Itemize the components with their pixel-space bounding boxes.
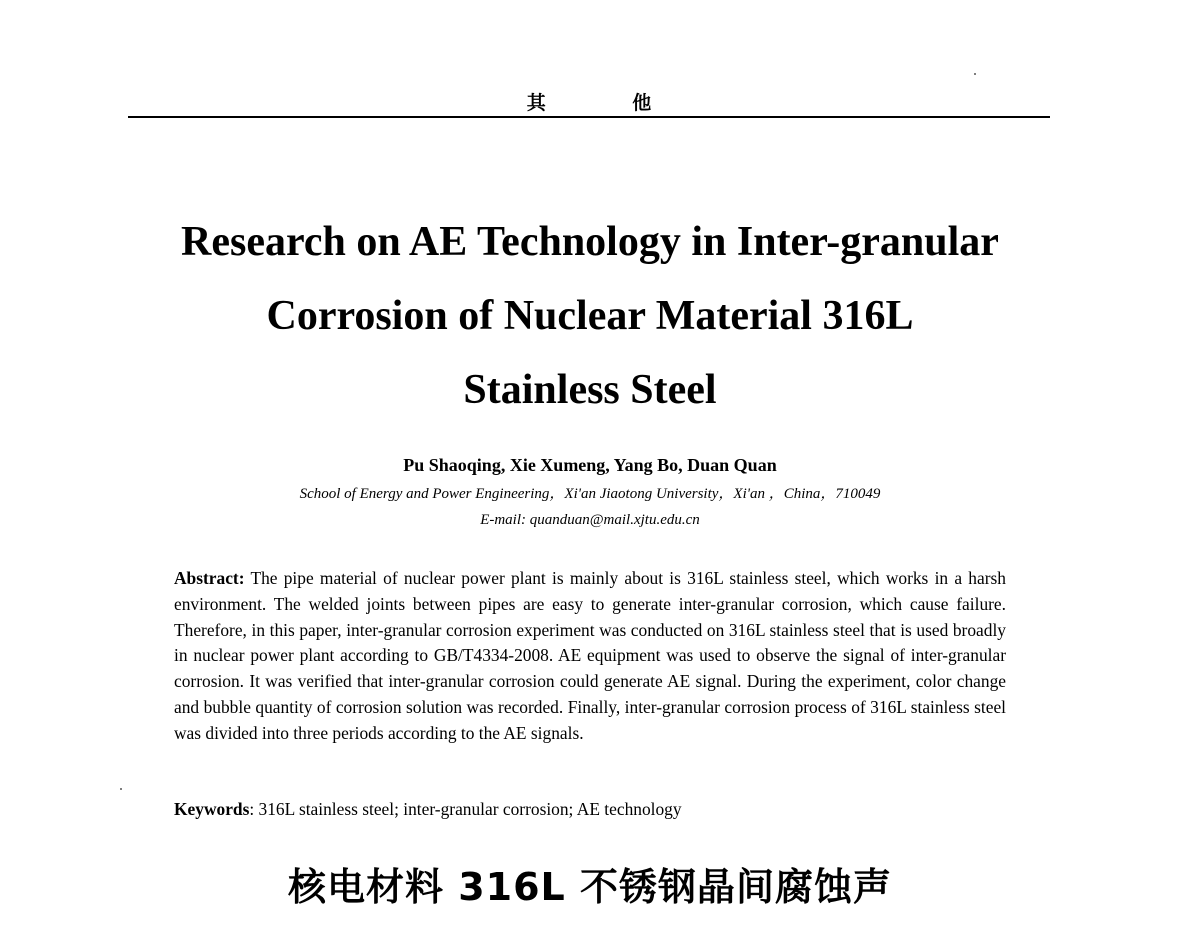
keywords-text: : 316L stainless steel; inter-granular corrosion; AE technology — [249, 799, 682, 819]
header-rule — [128, 116, 1050, 118]
title-line-2: Corrosion of Nuclear Material 316L — [266, 293, 914, 339]
authors: Pu Shaoqing, Xie Xumeng, Yang Bo, Duan Quan — [403, 455, 777, 475]
running-head — [128, 86, 1050, 116]
scan-speck — [974, 73, 976, 75]
chinese-title: 核电材料 316L 不锈钢晶间腐蚀声 — [288, 865, 892, 909]
abstract-label: Abstract: — [174, 568, 245, 588]
email: E-mail: quanduan@mail.xjtu.edu.cn — [480, 512, 700, 528]
title-line-3: Stainless Steel — [463, 367, 717, 413]
keywords-label: Keywords — [174, 799, 250, 819]
paper-title — [120, 205, 1060, 427]
title-line-1: Research on AE Technology in Inter-granular — [181, 219, 999, 265]
affiliation: School of Energy and Power Engineering，Xi'an Jiaotong University，Xi'an ，China，710049 — [299, 486, 881, 502]
keywords — [174, 796, 1006, 822]
running-head-label: 其 他 — [526, 92, 692, 114]
scan-speck — [120, 788, 122, 790]
abstract-text: The pipe material of nuclear power plant is mainly about is 316L stainless steel, which works in a harsh environment. The welded joints between pipes are easy to generate inter-granular corrosion, which cause failure. Therefore, in this paper, inter-granular corrosion experiment was conducted on 316L stainless steel that is used broadly in nuclear power plant according to GB/T4334-2008. AE equipment was used to observe the signal of inter-granular corrosion. It was verified that inter-granular corrosion could generate AE signal. During the experiment, color change and bubble quantity of corrosion solution was recorded. Finally, inter-granular corrosion process of 316L stainless steel was divided into three periods according to the AE signals. — [174, 568, 1006, 743]
abstract — [174, 566, 1006, 747]
